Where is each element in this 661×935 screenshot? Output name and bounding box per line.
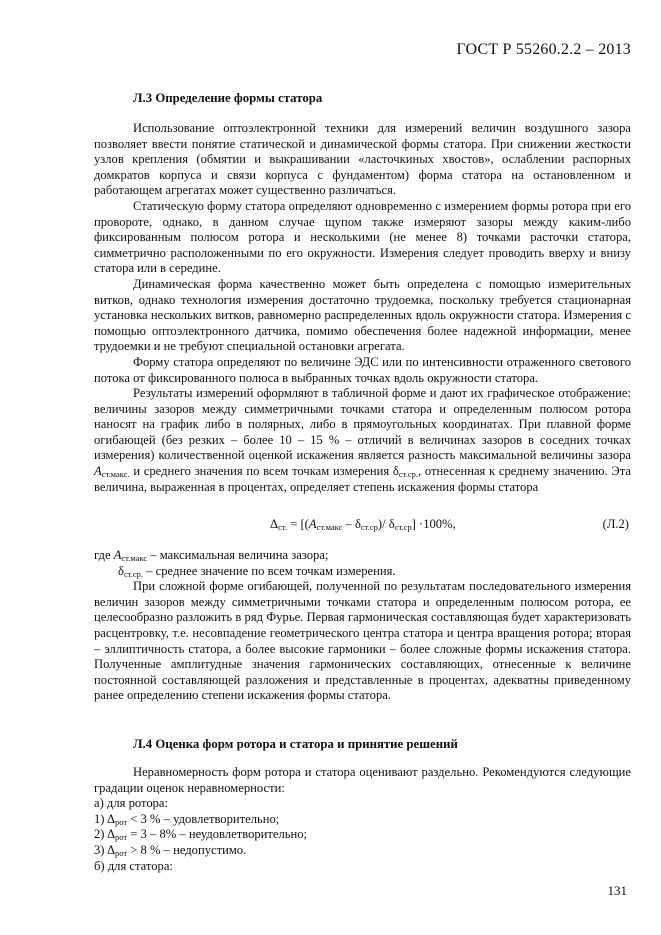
paragraph: Форму статора определяют по величине ЭДС или по интенсивности отраженного светового потока от фиксированного полюса в выбранных точках вдоль окружности статора.: [94, 354, 631, 385]
formula-legend: [94, 548, 631, 704]
list-item: 3) $\Delta_{рот} > 8$ % – недопустимо.: [94, 842, 247, 858]
legend-line: где $A_{ст.макс}$ – максимальная величина зазора;: [94, 548, 329, 563]
section-l3-body: [94, 121, 631, 495]
list-label-stator: б) для статора:: [94, 858, 173, 873]
list-label-rotor: а) для ротора:: [94, 796, 169, 811]
document-header: ГОСТ Р 55260.2.2 – 2013: [456, 41, 631, 58]
formula-number: (Л.2): [602, 517, 629, 531]
paragraph: Результаты измерений оформляют в табличной форме и дают их графическое отображение: величины зазоров между симметричными точками статора и определенным полюсом ротора наносят на график либо в полярных, либо в прямоугольных координатах. При плавной форме огибающей (без резких – более 10 – 15 % – отличий в величинах зазоров в соседних точках измерения) количественной оценкой искажения является разность максимальной величины зазора $A_{ст.макс.}$ и среднего значения по всем точкам измерения $\delta_{ст.ср.}$, отнесенная к среднему значению. Эта величина, выраженная в процентах, определяет степень искажения формы статора: [94, 386, 631, 494]
legend-line: $\delta_{ст.ср.}$ – среднее значение по всем точкам измерения.: [118, 563, 396, 579]
paragraph: Динамическая форма качественно может быть определена с помощью измерительных витков, однако технология измерения достаточно трудоемка, поскольку требуется стационарная установка нескольких витков, равномерно распределенных вдоль окружности статора. Измерения с помощью оптоэлектронного датчика, помимо обеспечения более надежной информации, менее трудоемки и не требуют специальной остановки агрегата.: [94, 276, 631, 354]
paragraph: Статическую форму статора определяют одновременно с измерением формы ротора при его провороте, однако, в данном случае щупом также измеряют зазоры между каким-либо фиксированным полюсом ротора и несколькими (не менее 8) точками расточки статора, симметрично расположенными по его окружности. Измерения следует проводить вверху и внизу статора или в середине.: [94, 198, 631, 276]
formula-l2: $\Delta_{ст.} = [(A_{ст.макс} - \delta_{ст.ср})/$ $\delta_{ст.ср}] \cdot 100\%$,: [270, 517, 456, 532]
list-item: 1) $\Delta_{рот} < 3$ % – удовлетворительно;: [94, 811, 280, 827]
paragraph: Использование оптоэлектронной техники для измерений величин воздушного зазора позволяет ввести понятие статической и динамической формы статора. При снижении жесткости узлов крепления (обмятии и выкрашивании «ласточкиных хвостов», ослаблении распорных домкратов корпуса и связи корпуса с фундаментом) форма статора на остановленном и работающем агрегатах может существенно различаться.: [94, 121, 631, 198]
page-number: 131: [607, 883, 627, 899]
section-l4-body: [94, 765, 631, 874]
paragraph: Неравномерность форм ротора и статора оценивают раздельно. Рекомендуются следующие градации оценок неравномерности:: [94, 765, 631, 795]
list-item: 2) $\Delta_{рот} = 3 - 8\%$ – неудовлетворительно;: [94, 827, 308, 843]
section-title-l4: Л.4 Оценка форм ротора и статора и принятие решений: [133, 737, 458, 751]
section-title-l3: Л.3 Определение формы статора: [133, 91, 323, 105]
paragraph: При сложной форме огибающей, полученной по результатам последовательного измерения величин зазоров между симметричными точками статора и определенным полюсом ротора, ее целесообразно разложить в ряд Фурье. Первая гармоническая составляющая будет характеризовать расцентровку, т.е. несовпадение геометрического центра статора и центра вращения ротора; вторая – эллиптичность статора, а более высокие гармоники – более сложные формы искажения статора. Полученные амплитудные значения гармонических составляющих, отнесенные к величине постоянной составляющей разложения и представленные в процентах, адекватны приведенному ранее определению степени искажения формы статора.: [94, 579, 631, 703]
